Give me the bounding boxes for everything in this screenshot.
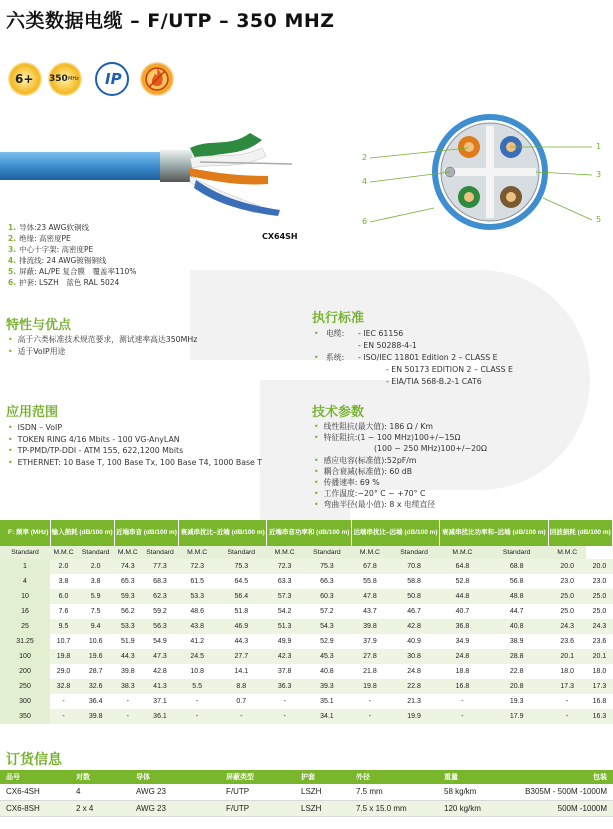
- standards-cable-label: 电缆:: [326, 329, 345, 338]
- standards-system-line: - ISO/IEC 11801 Edition 2 – CLASS E: [358, 353, 498, 362]
- value-cell: 17.3: [586, 679, 612, 694]
- construction-item: 5. 屏蔽: AL/PE 复合膜 覆盖率110%: [8, 267, 137, 276]
- ip-badge: [95, 62, 129, 96]
- value-cell: 74.3: [114, 559, 141, 574]
- value-cell: 51.3: [267, 619, 303, 634]
- value-cell: 52.9: [302, 634, 351, 649]
- value-cell: 72.3: [267, 559, 303, 574]
- value-cell: 22.8: [388, 679, 439, 694]
- freq-badge-unit: MHz: [68, 76, 79, 82]
- value-cell: 30.8: [388, 649, 439, 664]
- value-cell: 19.3: [485, 694, 548, 709]
- order-header-row: [0, 770, 613, 784]
- value-cell: 2.0: [77, 559, 114, 574]
- value-cell: 59.3: [114, 589, 141, 604]
- value-cell: 63.3: [267, 574, 303, 589]
- value-cell: 50.8: [388, 589, 439, 604]
- value-cell: 6.0: [50, 589, 77, 604]
- order-col-header: 护套: [295, 770, 350, 784]
- value-cell: 23.0: [548, 574, 586, 589]
- value-cell: 28.8: [485, 649, 548, 664]
- construction-item: 4. 排流线: 24 AWG镀锡铜线: [8, 256, 107, 265]
- freq-cell: 250: [0, 679, 50, 694]
- value-cell: 32.8: [50, 679, 77, 694]
- list-item: • 高于六类标准技术规范要求，测试速率高达350MHz: [8, 335, 198, 344]
- value-cell: 34.9: [440, 634, 486, 649]
- value-cell: 24.3: [548, 619, 586, 634]
- value-cell: 7.5: [77, 604, 114, 619]
- value-cell: 16.8: [440, 679, 486, 694]
- freq-cell: 350: [0, 709, 50, 724]
- value-cell: 41.3: [141, 679, 178, 694]
- value-cell: 43.8: [179, 619, 216, 634]
- table-row: [0, 679, 613, 694]
- list-item: • TOKEN RING 4/16 Mbits - 100 VG-AnyLAN: [8, 434, 180, 444]
- order-row: [0, 784, 613, 800]
- value-cell: 37.1: [141, 694, 178, 709]
- value-cell: 53.3: [179, 589, 216, 604]
- value-cell: 25.0: [586, 589, 612, 604]
- freq-badge-value: 350: [49, 74, 68, 84]
- value-cell: 16.3: [586, 709, 612, 724]
- standards-heading: 执行标准: [312, 311, 365, 326]
- subheader-cell: M.M.C: [548, 546, 586, 559]
- value-cell: 19.6: [77, 649, 114, 664]
- table-row: [0, 619, 613, 634]
- construction-item: 6. 护套: LSZH 蓝色 RAL 5024: [8, 278, 120, 287]
- value-cell: 3.8: [50, 574, 77, 589]
- value-cell: 24.8: [388, 664, 439, 679]
- value-cell: 25.0: [548, 604, 586, 619]
- value-cell: 36.4: [77, 694, 114, 709]
- order-col-header: 外径: [350, 770, 438, 784]
- freq-cell: 10: [0, 589, 50, 604]
- value-cell: 37.8: [267, 664, 303, 679]
- value-cell: -: [351, 709, 388, 724]
- value-cell: 45.3: [302, 649, 351, 664]
- value-cell: 52.8: [440, 574, 486, 589]
- order-cell: LSZH: [295, 800, 350, 816]
- table-row: [0, 559, 613, 574]
- value-cell: 19.9: [388, 709, 439, 724]
- order-row: [0, 800, 613, 816]
- tech-list: [314, 421, 487, 511]
- freq-cell: 4: [0, 574, 50, 589]
- value-cell: 39.8: [114, 664, 141, 679]
- flame-icon: [140, 62, 174, 96]
- value-cell: 36.8: [440, 619, 486, 634]
- value-cell: 32.6: [77, 679, 114, 694]
- value-cell: -: [179, 709, 216, 724]
- subheader-cell: Standard: [141, 546, 178, 559]
- order-cell: CX6-4SH: [0, 784, 70, 800]
- value-cell: 20.1: [586, 649, 612, 664]
- features-heading: 特性与优点: [6, 318, 72, 333]
- callout-3: 3: [596, 170, 602, 179]
- ip-badge-text: IP: [105, 70, 122, 88]
- applications-heading: 应用范围: [6, 405, 59, 420]
- value-cell: -: [440, 694, 486, 709]
- value-cell: 65.3: [114, 574, 141, 589]
- value-cell: -: [548, 709, 586, 724]
- value-cell: 57.3: [267, 589, 303, 604]
- freq-badge: [48, 62, 82, 96]
- standards-system-line: - EIA/TIA 568-B.2-1 CAT6: [386, 377, 482, 386]
- value-cell: 23.6: [548, 634, 586, 649]
- order-cell: F/UTP: [220, 784, 295, 800]
- value-cell: 39.8: [351, 619, 388, 634]
- order-cell: B305M - 500M -1000M: [508, 784, 613, 800]
- value-cell: 21.3: [388, 694, 439, 709]
- value-cell: 56.8: [485, 574, 548, 589]
- value-cell: 39.8: [77, 709, 114, 724]
- value-cell: -: [267, 709, 303, 724]
- value-cell: 60.3: [302, 589, 351, 604]
- value-cell: 57.2: [302, 604, 351, 619]
- list-item: (100 ~ 250 MHz)100+/−20Ω: [374, 444, 487, 454]
- subheader-cell: M.M.C: [267, 546, 303, 559]
- value-cell: 44.8: [440, 589, 486, 604]
- value-cell: 54.2: [267, 604, 303, 619]
- value-cell: 5.5: [179, 679, 216, 694]
- value-cell: 24.3: [586, 619, 612, 634]
- order-col-header: 屏蔽类型: [220, 770, 295, 784]
- order-col-header: 导体: [130, 770, 220, 784]
- value-cell: 43.7: [351, 604, 388, 619]
- value-cell: -: [179, 694, 216, 709]
- value-cell: 42.8: [141, 664, 178, 679]
- order-heading: 订货信息: [6, 752, 62, 768]
- value-cell: 70.8: [388, 559, 439, 574]
- value-cell: 8.8: [216, 679, 267, 694]
- value-cell: 3.8: [77, 574, 114, 589]
- value-cell: 48.8: [485, 589, 548, 604]
- order-cell: AWG 23: [130, 784, 220, 800]
- value-cell: 25.0: [548, 589, 586, 604]
- value-cell: 24.8: [440, 649, 486, 664]
- value-cell: 66.3: [302, 574, 351, 589]
- value-cell: 51.9: [114, 634, 141, 649]
- construction-item: 1. 导体:23 AWG软铜线: [8, 223, 89, 232]
- value-cell: 72.3: [179, 559, 216, 574]
- value-cell: -: [267, 694, 303, 709]
- value-cell: 24.5: [179, 649, 216, 664]
- callout-4: 4: [362, 177, 368, 186]
- freq-cell: 25: [0, 619, 50, 634]
- value-cell: 44.7: [485, 604, 548, 619]
- value-cell: 47.8: [351, 589, 388, 604]
- value-cell: 0.7: [216, 694, 267, 709]
- list-item: • 耦合衰减(标准值): 60 dB: [314, 466, 413, 476]
- subheader-cell: Standard: [0, 546, 50, 559]
- list-item: • ISDN – VoIP: [8, 423, 63, 432]
- value-cell: 14.1: [216, 664, 267, 679]
- value-cell: 44.3: [216, 634, 267, 649]
- construction-list: [8, 222, 136, 288]
- value-cell: 19.8: [50, 649, 77, 664]
- value-cell: 36.1: [141, 709, 178, 724]
- callout-6: 6: [362, 217, 368, 226]
- value-cell: 7.6: [50, 604, 77, 619]
- value-cell: 27.7: [216, 649, 267, 664]
- standards-cable-line: - EN 50288-4-1: [358, 341, 417, 350]
- order-cell: 500M -1000M: [508, 800, 613, 816]
- value-cell: 77.3: [141, 559, 178, 574]
- value-cell: 68.8: [485, 559, 548, 574]
- freq-cell: 31.25: [0, 634, 50, 649]
- value-cell: 56.3: [141, 619, 178, 634]
- value-cell: 64.5: [216, 574, 267, 589]
- value-cell: 47.3: [141, 649, 178, 664]
- group-header: 近端串音 (dB/100 m): [114, 520, 178, 546]
- cross-section-diagram: [360, 110, 610, 235]
- value-cell: 61.5: [179, 574, 216, 589]
- table-row: [0, 694, 613, 709]
- page-title: 六类数据电缆 – F/UTP – 350 MHZ: [6, 10, 335, 32]
- value-cell: 21.8: [351, 664, 388, 679]
- value-cell: 10.7: [50, 634, 77, 649]
- table-subheader-row: [0, 546, 613, 559]
- subheader-cell: Standard: [216, 546, 267, 559]
- value-cell: 10.6: [77, 634, 114, 649]
- value-cell: 59.2: [141, 604, 178, 619]
- value-cell: 18.0: [548, 664, 586, 679]
- value-cell: 49.9: [267, 634, 303, 649]
- order-col-header: 对数: [70, 770, 130, 784]
- value-cell: 20.0: [586, 559, 612, 574]
- value-cell: 20.0: [548, 559, 586, 574]
- value-cell: 75.3: [216, 559, 267, 574]
- value-cell: -: [548, 694, 586, 709]
- subheader-cell: M.M.C: [50, 546, 77, 559]
- value-cell: 51.8: [216, 604, 267, 619]
- table-row: [0, 589, 613, 604]
- order-table: [0, 770, 613, 817]
- value-cell: 25.0: [586, 604, 612, 619]
- value-cell: 40.8: [302, 664, 351, 679]
- flame-retardant-icon: [140, 62, 174, 96]
- value-cell: 17.3: [548, 679, 586, 694]
- group-header: 衰减串扰比功率和–远端 (dB/100 m): [440, 520, 548, 546]
- value-cell: 40.8: [485, 619, 548, 634]
- value-cell: -: [114, 694, 141, 709]
- order-cell: CX6-8SH: [0, 800, 70, 816]
- group-header: 衰减串扰比–近端 (dB/100 m): [179, 520, 267, 546]
- callout-2: 2: [362, 153, 368, 162]
- subheader-cell: Standard: [302, 546, 351, 559]
- value-cell: 9.5: [50, 619, 77, 634]
- value-cell: 58.8: [388, 574, 439, 589]
- table-header-row: [0, 520, 613, 546]
- value-cell: 44.3: [114, 649, 141, 664]
- list-item: • 弯曲半径(最小值): 8 x 电缆直径: [314, 500, 436, 510]
- list-item: • 工作温度:−20° C ~ +70° C: [314, 489, 426, 499]
- table-row: [0, 634, 613, 649]
- freq-header: F: 频率 (MHz): [0, 520, 50, 546]
- value-cell: 36.3: [267, 679, 303, 694]
- order-cell: 2 x 4: [70, 800, 130, 816]
- value-cell: 62.3: [141, 589, 178, 604]
- value-cell: 19.8: [351, 679, 388, 694]
- table-row: [0, 664, 613, 679]
- subheader-cell: M.M.C: [114, 546, 141, 559]
- value-cell: 48.6: [179, 604, 216, 619]
- value-cell: -: [50, 694, 77, 709]
- cat6-badge-text: 6+: [15, 72, 34, 86]
- subheader-cell: Standard: [77, 546, 114, 559]
- value-cell: 20.1: [548, 649, 586, 664]
- value-cell: 10.8: [179, 664, 216, 679]
- list-item: • 特征阻抗:(1 ~ 100 MHz)100+/−15Ω: [314, 433, 461, 443]
- order-col-header: 重量: [438, 770, 508, 784]
- features-list: [8, 334, 197, 357]
- value-cell: 16.8: [586, 694, 612, 709]
- list-item: • 适于VoIP用途: [8, 346, 66, 356]
- cat6-badge: [8, 62, 42, 96]
- subheader-cell: M.M.C: [351, 546, 388, 559]
- list-item: • TP-PMD/TP-DDI - ATM 155, 622,1200 Mbits: [8, 446, 184, 455]
- value-cell: 40.7: [440, 604, 486, 619]
- value-cell: 40.9: [388, 634, 439, 649]
- value-cell: -: [50, 709, 77, 724]
- group-header: 回波损耗 (dB/100 m): [548, 520, 612, 546]
- order-cell: LSZH: [295, 784, 350, 800]
- value-cell: -: [216, 709, 267, 724]
- value-cell: 68.3: [141, 574, 178, 589]
- group-header: 远端串扰比–远端 (dB/100 m): [351, 520, 439, 546]
- order-cell: 7.5 mm: [350, 784, 438, 800]
- value-cell: 42.3: [267, 649, 303, 664]
- list-item: • 传播速率: 69 %: [314, 478, 380, 488]
- value-cell: 75.3: [302, 559, 351, 574]
- value-cell: 9.4: [77, 619, 114, 634]
- order-cell: 4: [70, 784, 130, 800]
- order-cell: 58 kg/km: [438, 784, 508, 800]
- order-cell: F/UTP: [220, 800, 295, 816]
- freq-cell: 1: [0, 559, 50, 574]
- value-cell: 20.8: [485, 679, 548, 694]
- value-cell: 55.8: [351, 574, 388, 589]
- freq-cell: 300: [0, 694, 50, 709]
- value-cell: 34.1: [302, 709, 351, 724]
- standards-block: • 电缆: - IEC 61156 - EN 50288-4-1 • 系统: - ISO/IEC 11801 Edition 2 – CLASS E - EN 50173 EDITION 2 – CLASS E - EIA/TIA 568-B.2-1 CAT6: [314, 329, 513, 386]
- value-cell: 56.4: [216, 589, 267, 604]
- order-cell: AWG 23: [130, 800, 220, 816]
- table-row: [0, 604, 613, 619]
- value-cell: 2.0: [50, 559, 77, 574]
- value-cell: 64.8: [440, 559, 486, 574]
- value-cell: 39.3: [302, 679, 351, 694]
- value-cell: 54.3: [302, 619, 351, 634]
- value-cell: 38.9: [485, 634, 548, 649]
- standards-system-label: 系统:: [326, 353, 345, 362]
- subheader-cell: M.M.C: [179, 546, 216, 559]
- value-cell: -: [351, 694, 388, 709]
- value-cell: 18.0: [586, 664, 612, 679]
- value-cell: 35.1: [302, 694, 351, 709]
- freq-cell: 16: [0, 604, 50, 619]
- order-col-header: 包装: [508, 770, 613, 784]
- value-cell: 29.0: [50, 664, 77, 679]
- value-cell: 17.9: [485, 709, 548, 724]
- group-header: 输入损耗 (dB/100 m): [50, 520, 114, 546]
- standards-system-line: - EN 50173 EDITION 2 – CLASS E: [386, 365, 513, 374]
- value-cell: 54.9: [141, 634, 178, 649]
- freq-cell: 200: [0, 664, 50, 679]
- subheader-cell: Standard: [388, 546, 439, 559]
- performance-table: [0, 520, 613, 724]
- callout-1: 1: [596, 142, 602, 151]
- freq-cell: 100: [0, 649, 50, 664]
- value-cell: 23.6: [586, 634, 612, 649]
- table-row: [0, 649, 613, 664]
- value-cell: 42.8: [388, 619, 439, 634]
- tech-heading: 技术参数: [312, 405, 365, 420]
- list-item: • 感应电容(标准值):52pF/m: [314, 455, 417, 465]
- applications-list: [8, 422, 262, 468]
- construction-item: 2. 绝缘: 高密度PE: [8, 234, 71, 243]
- list-item: • ETHERNET: 10 Base T, 100 Base Tx, 100 Base T4, 1000 Base T: [8, 457, 263, 467]
- value-cell: 67.8: [351, 559, 388, 574]
- value-cell: 46.9: [216, 619, 267, 634]
- value-cell: 56.2: [114, 604, 141, 619]
- order-cell: 120 kg/km: [438, 800, 508, 816]
- value-cell: 37.9: [351, 634, 388, 649]
- value-cell: 38.3: [114, 679, 141, 694]
- value-cell: 22.8: [485, 664, 548, 679]
- subheader-cell: Standard: [485, 546, 548, 559]
- table-row: [0, 574, 613, 589]
- standards-cable-line: - IEC 61156: [358, 329, 404, 338]
- value-cell: 46.7: [388, 604, 439, 619]
- value-cell: -: [440, 709, 486, 724]
- construction-item: 3. 中心十字架: 高密度PE: [8, 245, 94, 254]
- value-cell: 27.8: [351, 649, 388, 664]
- value-cell: -: [114, 709, 141, 724]
- cable-illustration: [0, 118, 300, 218]
- value-cell: 18.8: [440, 664, 486, 679]
- value-cell: 41.2: [179, 634, 216, 649]
- order-col-header: 品号: [0, 770, 70, 784]
- group-header: 近端串音功率和 (dB/100 m): [267, 520, 352, 546]
- list-item: • 线性阻抗(最大值): 186 Ω / Km: [314, 422, 433, 431]
- callout-5: 5: [596, 215, 602, 224]
- table-row: [0, 709, 613, 724]
- order-cell: 7.5 x 15.0 mm: [350, 800, 438, 816]
- cable-model-label: CX64SH: [262, 232, 298, 241]
- subheader-cell: M.M.C: [440, 546, 486, 559]
- value-cell: 5.9: [77, 589, 114, 604]
- value-cell: 53.3: [114, 619, 141, 634]
- value-cell: 23.0: [586, 574, 612, 589]
- value-cell: 28.7: [77, 664, 114, 679]
